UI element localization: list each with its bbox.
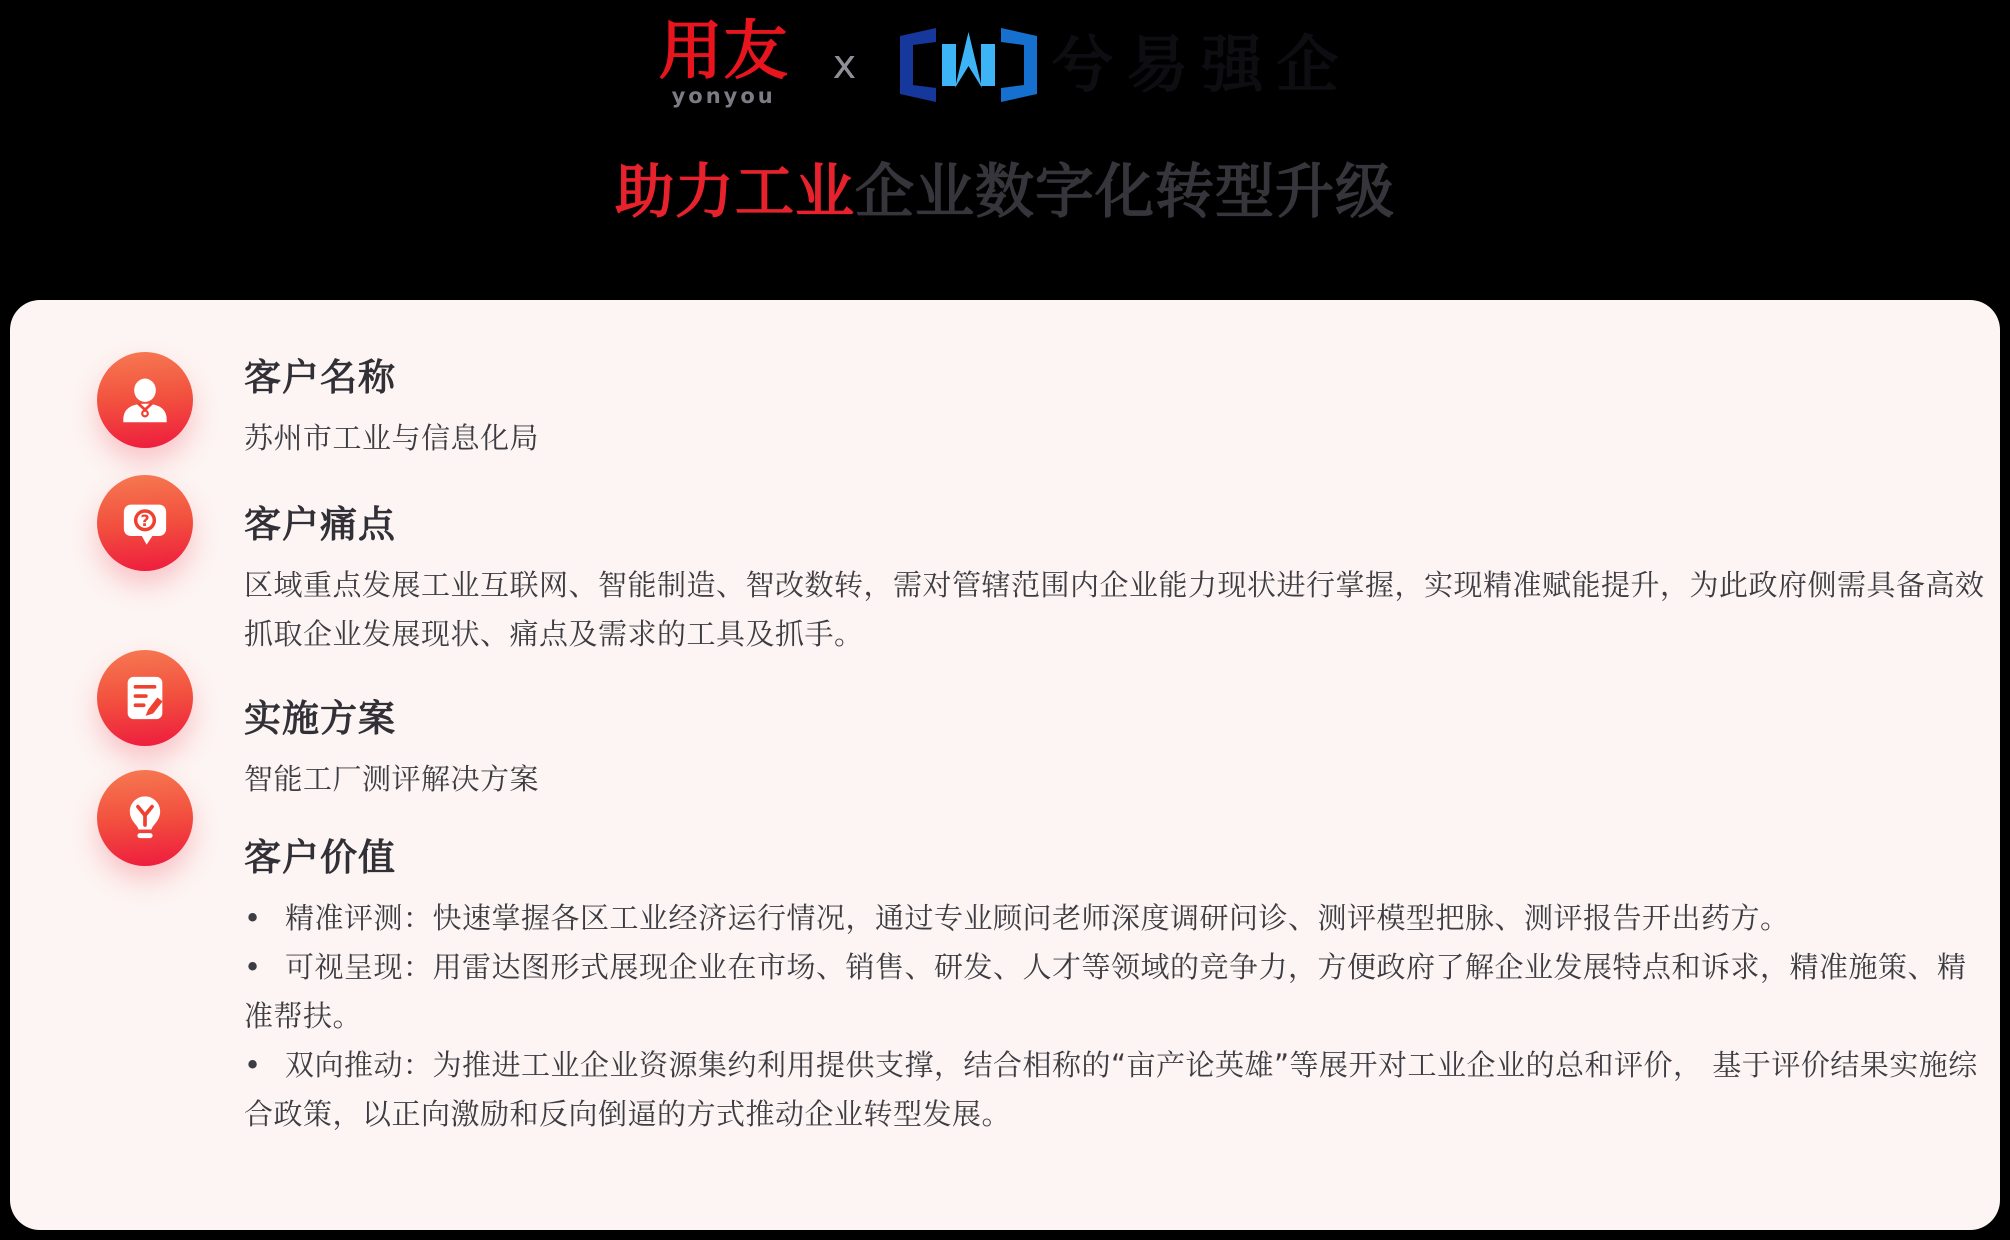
page-title xyxy=(0,157,2010,226)
yonyou-logo-subtext: yonyou xyxy=(671,84,776,108)
qiyi-logo-text: 兮易强企 xyxy=(1051,27,1352,101)
qiyi-brackets-logo-icon xyxy=(900,28,1037,102)
logo-separator-x: x xyxy=(832,41,857,88)
section-customer-name-text xyxy=(244,356,539,463)
svg-text:?: ? xyxy=(140,510,150,530)
value-bullet-text: 精准评测：快速掌握各区工业经济运行情况，通过专业顾问老师深度调研问诊、测评模型把脉、测评报告开出药方。 xyxy=(285,901,1790,935)
value-bullet xyxy=(244,943,1967,992)
page-title-highlight: 助力工业 xyxy=(614,157,855,226)
section-title: 客户价值 xyxy=(244,836,396,879)
bullet-marker: • xyxy=(244,950,262,984)
page-title-rest: 企业数字化转型升级 xyxy=(855,157,1396,226)
yonyou-logo-text: 用友 xyxy=(658,15,789,89)
value-bullet xyxy=(244,1041,1978,1090)
value-bullet-text: 双向推动：为推进工业企业资源集约利用提供支撑，结合相称的“亩产论英雄”等展开对工业企业的总和评价， 基于评价结果实施综 xyxy=(285,1048,1978,1082)
section-customer-value-text xyxy=(244,836,1978,1139)
solution-value: 智能工厂测评解决方案 xyxy=(244,762,540,796)
customer-name-value: 苏州市工业与信息化局 xyxy=(244,421,540,455)
logo-row xyxy=(0,15,2010,108)
bullet-marker: • xyxy=(244,901,262,935)
value-bullet-continuation: 准帮扶。 xyxy=(244,999,363,1033)
section-pain-points-text xyxy=(244,503,1985,659)
lightbulb-icon xyxy=(97,770,193,866)
person-icon xyxy=(97,352,193,448)
value-bullet xyxy=(244,894,1940,943)
section-solution-text xyxy=(244,697,539,804)
pain-points-line: 抓取企业发展现状、痛点及需求的工具及抓手。 xyxy=(244,617,864,651)
value-bullet-continuation: 合政策，以正向激励和反向倒逼的方式推动企业转型发展。 xyxy=(244,1097,1012,1131)
section-pain-points xyxy=(97,503,1985,659)
section-title: 客户名称 xyxy=(244,356,396,399)
section-title: 客户痛点 xyxy=(244,503,396,546)
value-bullet-text: 可视呈现：用雷达图形式展现企业在市场、销售、研发、人才等领域的竞争力，方便政府了解企业发展特点和诉求，精准施策、精 xyxy=(285,950,1967,984)
content-card xyxy=(10,300,2000,1230)
bullet-marker: • xyxy=(244,1048,262,1082)
question-bubble-icon xyxy=(97,475,193,571)
document-pen-icon xyxy=(97,650,193,746)
section-title: 实施方案 xyxy=(244,697,396,740)
header xyxy=(0,0,2010,300)
pain-points-line: 区域重点发展工业互联网、智能制造、智改数转，需对管辖范围内企业能力现状进行掌握，实现精准赋能提升，为此政府侧需具备高效 xyxy=(244,568,1985,602)
section-customer-value xyxy=(97,836,1978,1139)
yonyou-logo xyxy=(658,15,789,108)
section-customer-name xyxy=(97,356,1940,463)
section-solution xyxy=(97,697,1940,804)
